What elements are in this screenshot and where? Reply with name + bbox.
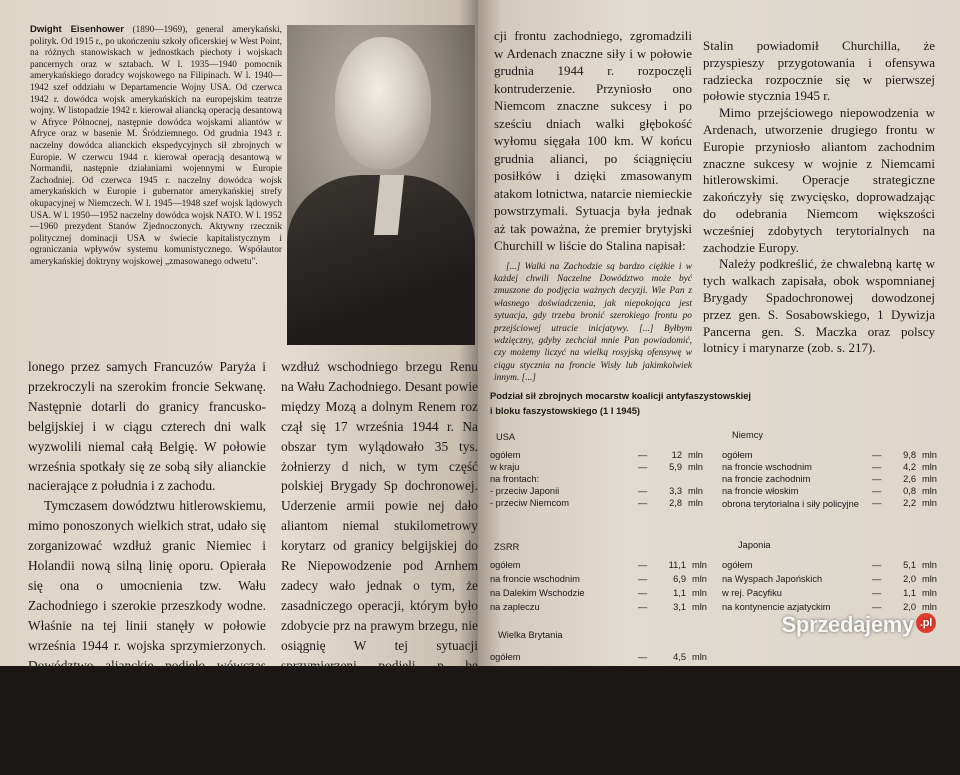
col3-paragraph: cji frontu zachodniego, zgromadzili w Ardenach znaczne siły i w połowie grudnia 1944 r. rozpoczęli kontruderzenie. Przyniosło ono Niemcom znaczne sukcesy i po sześciu dniach walki głębokość wyłomu sięgała 100 km. W końcu grudnia alianci, po ściągnięciu posiłków i dzięki zmasowanym atakom lotnictwa, natarcie niemieckie powstrzymali. Sytuacja była jednak aż tak poważna, że premier brytyjski Churchill w liście do Stalina napisał: xyxy=(494,28,692,253)
table-title-line-1: Podział sił zbrojnych mocarstw koalicji antyfaszystowskiej xyxy=(490,390,752,401)
photo-head-shape xyxy=(335,37,431,169)
table-title-line-2: i bloku faszystowskiego (1 I 1945) xyxy=(490,405,641,416)
table-wielka-brytania: Wielka Brytania ogółem — 4,5 mln xyxy=(490,630,707,662)
table-niemcy: Niemcy ogółem — 9,8 mln na froncie wschodnim — 4,2 mln na froncie zachodnim — 2,6 mln na froncie włoskim — 0,8 mln obrona terytorialna i siły policyjne — 2,2 mln xyxy=(722,430,937,509)
col1-paragraph-2: Tymczasem dowództwu hitlerowskiemu, mimo ponoszonych wielkich strat, udało się zorganizować wzdłuż granic Niemiec i Holandii nową silną linię oporu. Opierała się ona o umocnienia tzw. Wału Zachodniego i szerokie przeszkody wodne. Właśnie na tej linii stanęły w połowie września 1944 r. wojska sprzymierzonych. Dowództwo alianckie podjęło wówczas decyzję o przeprowadzeniu ope- xyxy=(28,498,266,693)
col2-paragraph: wzdłuż wschodniego brzegu Renu na Wału Zachodniego. Desant powie między Mozą a dolnym Renem roz czął się 17 września 1944 r. Na obszar tym wylądowało 35 tys. żołnierzy d nich, w tym część polskiej Brygady Sp dochronowej. Uderzenie armii powie nej dało aliantom niemal stukilometrowy korytarz od granicy belgijskiej do Re Niepowodzenie pod Arnhem zadecy wało jednak o tym, że zasadniczego operacji, którym było zdobycie prz na prawym brzegu, nie osiągnię W tej sytuacji sprzymierzeni podjęli p bę czołowego przełamania Wału Za niego. Natarcie było prowadzone w ciągu listopada i grudnia 1944 r. na Akwizgranu i Saary. Doprowadziło o xyxy=(281,359,478,773)
bio-text: (1890—1969), general amerykański, polityk. Od 1915 r., po ukończeniu szkoły oficerskiej w West Point, na różnych stanowiskach w jednostkach piechoty i wojskach pancernych oraz w sztabach. W l. 1935—1940 pomocnik amerykańskiego doradcy wojskowego na Filipinach. W l. 1940—1942 szef oddziału w Departamencie Wojny USA. Od czerwca 1942 r. dowódca wojsk amerykańskich na europejskim teatrze wojny. W listopadzie 1942 r. kierował aliancką operacją desantową w Afryce Północnej, następnie dowódca wojskami aliantów w Afryce oraz w basenie M. Śródziemnego. Od grudnia 1943 r. naczelny dowódca alianckich ekspedycyjnych sił zbrojnych w Europie. W czerwcu 1944 r. kierował operacją desantową w Normandii, następnie działaniami wojennymi w Europie Zachodniej. Od czerwca 1945 r. naczelny dowódca wojsk amerykańskich w Europie i gubernator amerykańskiej strefy okupacyjnej w Niemczech. W l. 1945—1948 szef wojsk lądowych USA. W l. 1950—1952 naczelny dowódca wojsk NATO. W l. 1952—1960 prezydent Stanów Zjednoczonych. Aktywny rzecznik politycznej dominacji USA w świecie kapitalistycznym i ograniczania wpływów systemu komunistycznego. Współautor amerykańskiej doktryny wojskowej „zmasowanego odwetu". xyxy=(30,25,282,267)
table-wb-header: Wielka Brytania xyxy=(498,630,563,640)
table-zsrr: ZSRR ogółem — 11,1 mln na froncie wschodnim — 6,9 mln na Dalekim Wschodzie — 1,1 mln na zapleczu — 3,1 mln xyxy=(490,542,707,612)
col1-paragraph-1: lonego przez samych Francuzów Paryża i przekroczyli na szerokim froncie Sekwanę. Następnie dotarli do granicy francusko-belgijskiej i w ciągu czterech dni walk wyzwolili niemal całą Belgię. W połowie września spotkały się ze sobą siły alianckie nacierające z południa i z zachodu. xyxy=(28,359,266,494)
table-zsrr-header: ZSRR xyxy=(494,542,520,552)
table-niemcy-header: Niemcy xyxy=(732,430,763,440)
text-column-2 xyxy=(281,357,478,773)
bio-name: Dwight Eisenhower xyxy=(30,24,124,35)
biography-box xyxy=(30,24,282,268)
table-usa: USA ogółem — 12 mln w kraju — 5,9 mln na frontach: - przeciw Japonii — 3,3 mln - przeciw Niemcom — 2,8 mln xyxy=(490,432,703,508)
col4-paragraph-3: Należy podkreślić, że chwalebną kartę w tych walkach zapisała, obok wspomnianej Brygady Spadochronowej dowodzonej przez gen. S. Sosabowskiego, 1 Dywizja Pancerna gen. S. Maczka oraz polscy lotnicy i marynarze (zob. s. 217). xyxy=(703,256,935,356)
col4-paragraph-2: Mimo przejściowego niepowodzenia w Ardenach, utworzenie drugiego frontu w Europie przyniosło aliantom zachodnim znaczne sukcesy w wojnie z Niemcami hitlerowskimi. Operacje strategiczne zakończyły się zwycięsko, doprowadzając do odebrania Niemcom większości wcześniej zdobytych terytorialnych na zachodzie Europy. xyxy=(703,105,935,255)
eisenhower-portrait-photo xyxy=(287,25,475,332)
text-column-3 xyxy=(480,27,692,385)
table-japonia-header: Japonia xyxy=(738,540,771,550)
col4-paragraph-1: Stalin powiadomił Churchilla, że przyspieszy przygotowania i ofensywa radziecka rozpocznie się w pierwszej połowie stycznia 1945 r. xyxy=(703,38,935,104)
text-column-4 xyxy=(703,38,935,357)
churchill-quote: [...] Walki na Zachodzie są bardzo ciężkie i w każdej chwili Naczelne Dowództwo może być zmuszone do podjęcia ważnych decyzji. Wie Pan z własnego doświadczenia, jak niepokojąca jest sytuacja, gdy trzeba bronić szerokiego frontu po przejściowej utracie inicjatywy. [...] Byłbym wdzięczny, gdyby zechciał mnie Pan powiadomić, czy możemy liczyć na wielką rosyjską ofensywę w ciągu stycznia na froncie Wisły lub jakimkolwiek innym. [...] xyxy=(494,261,692,384)
text-column-1 xyxy=(28,357,266,695)
table-title xyxy=(490,388,790,418)
sprzedajemy-watermark: Sprzedajemy .pl xyxy=(782,612,936,638)
table-japonia: Japonia ogółem — 5,1 mln na Wyspach Japońskich — 2,0 mln w rej. Pacyfiku — 1,1 mln na kontynencie azjatyckim — 2,0 mln xyxy=(722,540,937,612)
watermark-badge: .pl xyxy=(916,613,936,633)
right-page xyxy=(478,0,960,666)
left-page xyxy=(0,0,478,773)
table-usa-header: USA xyxy=(496,432,516,442)
